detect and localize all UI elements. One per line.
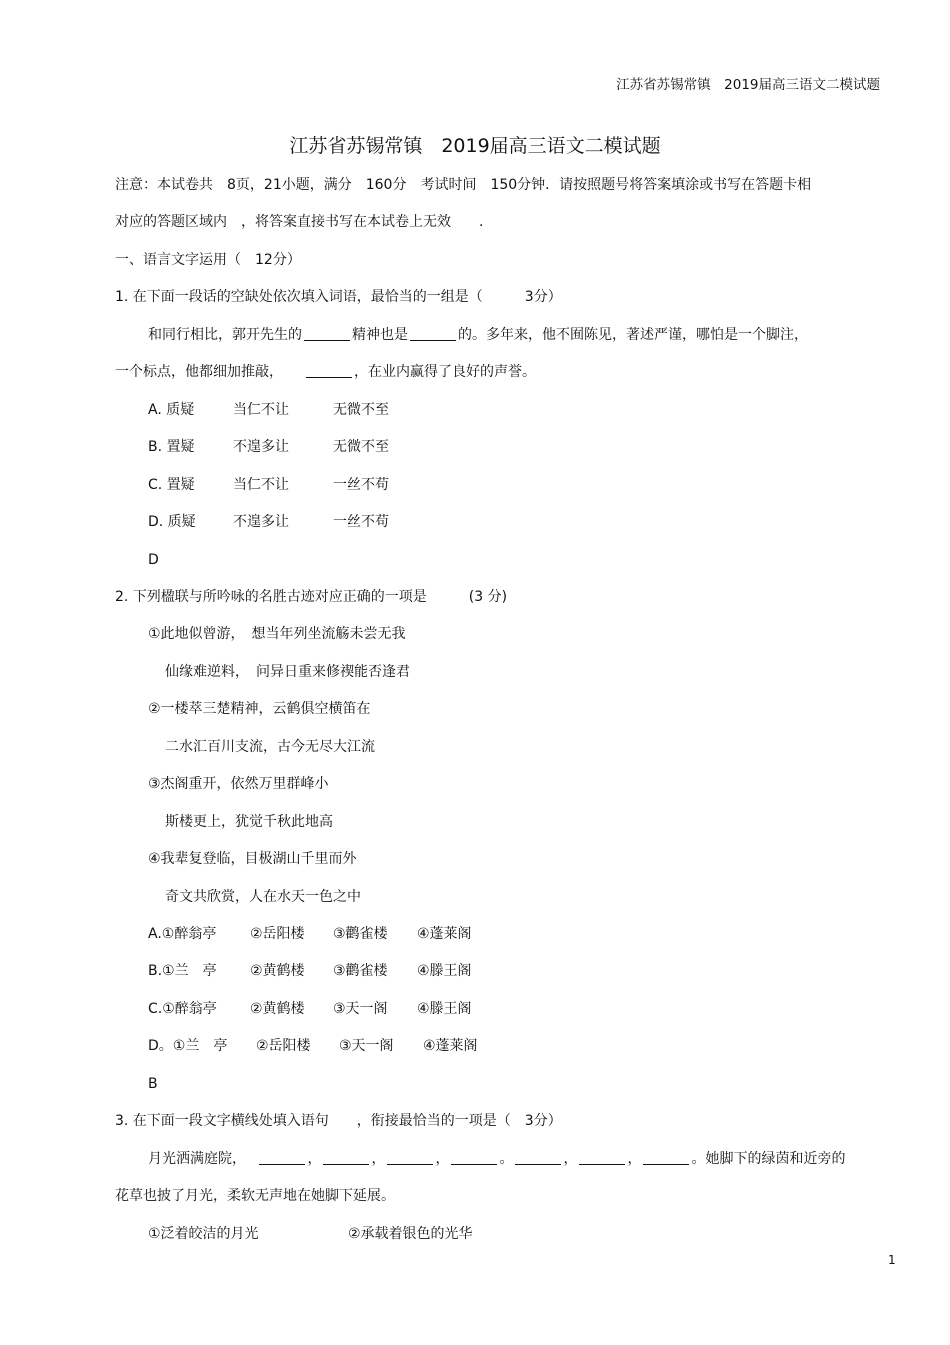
q1-text: 一个标点，他都细加推敲，: [115, 364, 276, 380]
q2-option-d: D。①兰 亭 ②岳阳楼 ③天一阁 ④蓬莱阁: [148, 1038, 478, 1054]
q3-stem: 3. 在下面一段文字横线处填入语句 ，衔接最恰当的一项是（ 3分）: [115, 1113, 562, 1129]
blank: [515, 1150, 561, 1165]
q1-text: 精神也是: [352, 327, 408, 343]
q2-option-a: A.①醉翁亭 ②岳阳楼 ③鹳雀楼 ④蓬莱阁: [148, 926, 472, 942]
q1-text: 的。多年来，他不囿陈见，著述严谨，哪怕是一个脚注，: [458, 327, 808, 343]
q3-text: 。她脚下的绿茵和近旁的: [691, 1151, 846, 1167]
q2-answer: B: [148, 1076, 158, 1092]
q2-couplet-line: 斯楼更上，犹觉千秋此地高: [165, 814, 333, 830]
q2-couplet-line: 二水汇百川支流，古今无尽大江流: [165, 739, 375, 755]
q2-option-b: B.①兰 亭 ②黄鹤楼 ③鹳雀楼 ④滕王阁: [148, 963, 472, 979]
q2-couplet-line: ④我辈复登临，目极湖山千里而外: [148, 851, 357, 867]
page-title: 江苏省苏锡常镇 2019届高三语文二模试题: [289, 135, 661, 157]
blank: [643, 1150, 689, 1165]
q2-stem: 2. 下列楹联与所吟咏的名胜古迹对应正确的一项是 (3 分): [115, 589, 508, 605]
blank: [306, 363, 352, 378]
q3-passage-line-2: 花草也披了月光，柔软无声地在她脚下延展。: [115, 1188, 395, 1204]
notice-line-2: 对应的答题区域内 ，将答案直接书写在本试卷上无效 .: [115, 214, 484, 230]
q1-option-a: A. 质疑 当仁不让 无微不至: [148, 402, 389, 418]
q1-passage-line-1: [148, 326, 808, 344]
q3-text: 月光洒满庭院，: [148, 1151, 239, 1167]
notice-line-1: 注意：本试卷共 8页，21小题，满分 160分 考试时间 150分钟．请按照题号将答案填涂或书写在答题卡相: [115, 177, 812, 193]
q1-answer: D: [148, 552, 159, 568]
q1-stem: 1. 在下面一段话的空缺处依次填入词语，最恰当的一组是（ 3分）: [115, 289, 562, 305]
q1-option-d: D. 质疑 不遑多让 一丝不苟: [148, 514, 389, 530]
q2-option-c: C.①醉翁亭 ②黄鹤楼 ③天一阁 ④滕王阁: [148, 1001, 472, 1017]
q2-couplet-line: 仙缘难逆料， 问异日重来修禊能否逢君: [165, 664, 410, 680]
page-number: 1: [888, 1253, 896, 1267]
q3-passage-line-1: 月光洒满庭院， ， ， ， 。 ， ， 。她脚下的绿茵和近旁的: [148, 1151, 846, 1167]
running-header: 江苏省苏锡常镇 2019届高三语文二模试题: [616, 77, 880, 93]
blank: [451, 1150, 497, 1165]
q1-text: ，在业内赢得了良好的声誉。: [354, 364, 536, 380]
q1-passage-line-2: [115, 363, 536, 381]
q3-item-1: ①泛着皎洁的月光: [148, 1226, 259, 1242]
blank: [410, 326, 456, 341]
blank: [304, 326, 350, 341]
blank: [579, 1150, 625, 1165]
q2-couplet-line: ②一楼萃三楚精神，云鹤俱空横笛在: [148, 701, 371, 717]
q3-items: [148, 1225, 473, 1243]
q3-item-2: ②承载着银色的光华: [348, 1226, 473, 1242]
q2-couplet-line: ①此地似曾游， 想当年列坐流觞未尝无我: [148, 626, 406, 642]
q1-option-b: B. 置疑 不遑多让 无微不至: [148, 439, 389, 455]
section-heading: 一、语言文字运用（ 12分）: [115, 252, 301, 268]
blank: [259, 1150, 305, 1165]
blank: [387, 1150, 433, 1165]
q1-text: 和同行相比，郭开先生的: [148, 327, 302, 343]
q2-couplet-line: 奇文共欣赏，人在水天一色之中: [165, 889, 361, 905]
q1-option-c: C. 置疑 当仁不让 一丝不苟: [148, 477, 389, 493]
q2-couplet-line: ③杰阁重开，依然万里群峰小: [148, 776, 329, 792]
blank: [323, 1150, 369, 1165]
